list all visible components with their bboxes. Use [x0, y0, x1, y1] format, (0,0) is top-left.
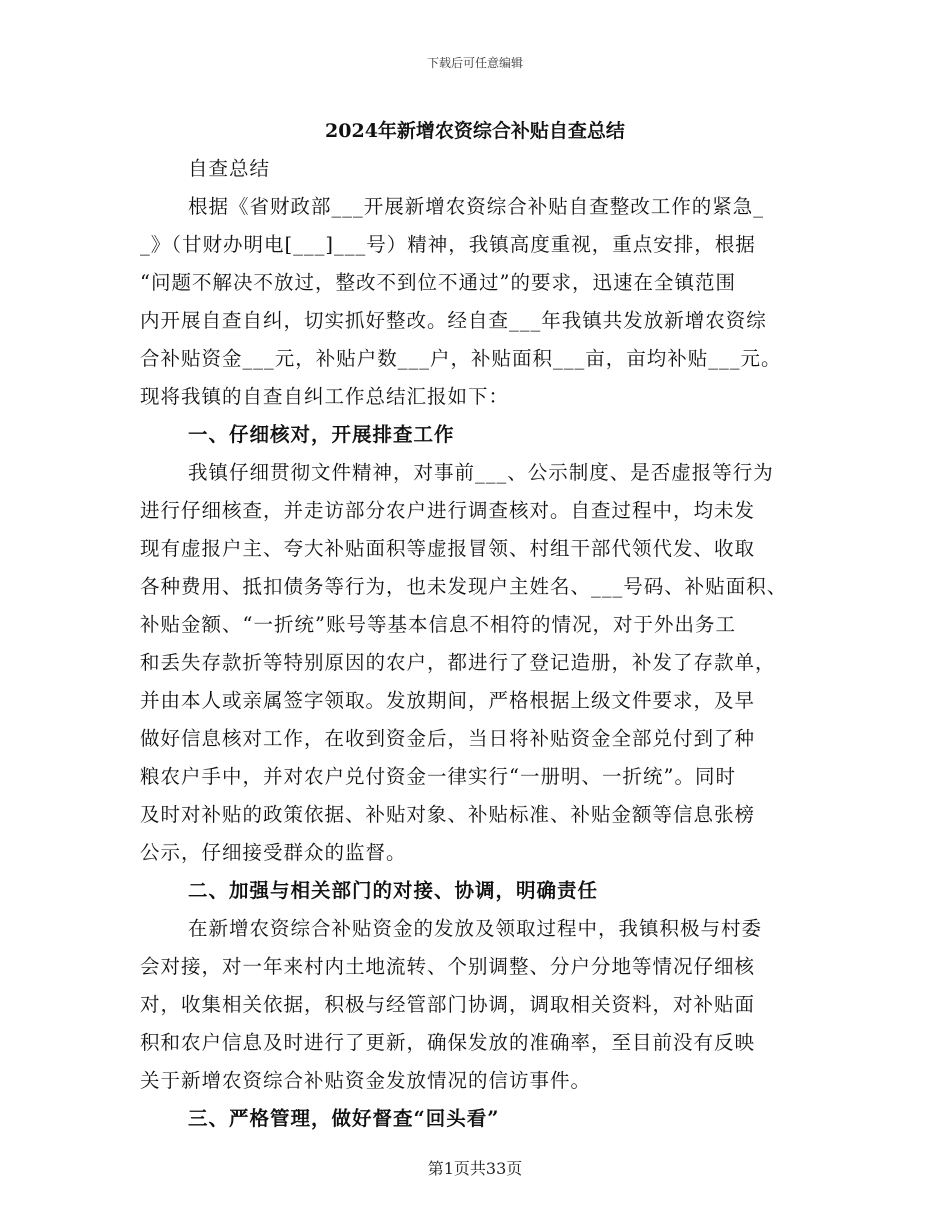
paragraph-line: 自查总结	[188, 157, 271, 180]
paragraph-line: 粮农户手中，并对农户兑付资金一律实行“一册明、一折统”。同时	[140, 765, 736, 788]
paragraph-line: 和丢失存款折等特别原因的农户，都进行了登记造册，补发了存款单，	[140, 651, 776, 674]
paragraph-line: 补贴金额、“一折统”账号等基本信息不相符的情况，对于外出务工	[140, 613, 736, 636]
paragraph-line: 现有虚报户主、夸大补贴面积等虚报冒领、村组干部代领代发、收取	[140, 537, 756, 560]
section-heading: 一、仔细核对，开展排查工作	[188, 423, 455, 446]
paragraph-line: 会对接，对一年来村内土地流转、个别调整、分户分地等情况仔细核	[140, 955, 756, 978]
paragraph-line: 及时对补贴的政策依据、补贴对象、补贴标准、补贴金额等信息张榜	[140, 803, 756, 826]
paragraph-line: “问题不解决不放过，整改不到位不通过”的要求，迅速在全镇范围	[140, 271, 736, 294]
page-footer: 第1页共33页	[427, 1159, 523, 1178]
paragraph-line: 合补贴资金___元，补贴户数___户，补贴面积___亩，亩均补贴___元。	[140, 347, 782, 370]
document-title: 2024年新增农资综合补贴自查总结	[325, 120, 625, 142]
paragraph-line: 对，收集相关依据，积极与经管部门协调，调取相关资料，对补贴面	[140, 993, 756, 1016]
section-heading: 二、加强与相关部门的对接、协调，明确责任	[188, 879, 599, 902]
paragraph-line: _》（甘财办明电[___]___号）精神，我镇高度重视，重点安排，根据	[140, 233, 756, 256]
document-body	[140, 150, 812, 1138]
paragraph-line: 关于新增农资综合补贴资金发放情况的信访事件。	[140, 1069, 592, 1092]
paragraph-line: 公示，仔细接受群众的监督。	[140, 841, 407, 864]
paragraph-line: 做好信息核对工作，在收到资金后，当日将补贴资金全部兑付到了种	[140, 727, 756, 750]
paragraph-line: 并由本人或亲属签字领取。发放期间，严格根据上级文件要求，及早	[140, 689, 756, 712]
page-header: 下载后可任意编辑	[426, 56, 523, 70]
paragraph-line: 积和农户信息及时进行了更新，确保发放的准确率，至目前没有反映	[140, 1031, 756, 1054]
paragraph-line: 我镇仔细贯彻文件精神，对事前___、公示制度、是否虚报等行为	[188, 461, 774, 484]
paragraph-line: 各种费用、抵扣债务等行为，也未发现户主姓名、___号码、补贴面积、	[140, 575, 788, 598]
paragraph-line: 内开展自查自纠，切实抓好整改。经自查___年我镇共发放新增农资综	[140, 309, 767, 332]
paragraph-line: 现将我镇的自查自纠工作总结汇报如下：	[140, 385, 510, 408]
paragraph-line: 在新增农资综合补贴资金的发放及领取过程中，我镇积极与村委	[188, 917, 763, 940]
section-heading: 三、严格管理，做好督查“回头看”	[188, 1107, 500, 1130]
paragraph-line: 进行仔细核查，并走访部分农户进行调查核对。自查过程中，均未发	[140, 499, 756, 522]
paragraph-line: 根据《省财政部___开展新增农资综合补贴自查整改工作的紧急_	[188, 195, 765, 218]
